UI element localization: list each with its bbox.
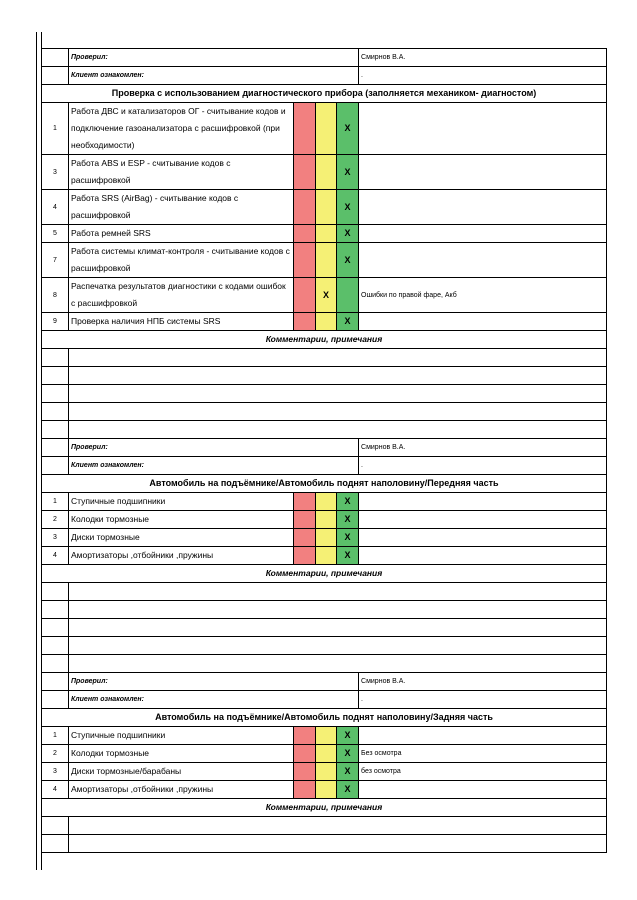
row-number: 3 bbox=[42, 763, 69, 781]
status-red-cell[interactable] bbox=[294, 493, 316, 511]
comment-text-cell[interactable] bbox=[69, 619, 607, 637]
comment-num-cell bbox=[42, 817, 69, 835]
comment-line[interactable] bbox=[42, 601, 607, 619]
comment-text-cell[interactable] bbox=[69, 637, 607, 655]
row-number: 4 bbox=[42, 781, 69, 799]
note-cell[interactable] bbox=[359, 547, 607, 565]
client-ack-row bbox=[42, 457, 607, 475]
check-row bbox=[42, 278, 607, 313]
check-row bbox=[42, 103, 607, 155]
comment-num-cell bbox=[42, 367, 69, 385]
note-cell[interactable] bbox=[359, 190, 607, 225]
comment-num-cell bbox=[42, 421, 69, 439]
status-yellow-cell[interactable] bbox=[316, 493, 337, 511]
check-item-text: Ступичные подшипники bbox=[69, 727, 294, 745]
status-green-cell[interactable]: X bbox=[337, 313, 359, 331]
row-number: 1 bbox=[42, 493, 69, 511]
check-item-text: Диски тормозные/барабаны bbox=[69, 763, 294, 781]
comment-line[interactable] bbox=[42, 403, 607, 421]
check-row bbox=[42, 313, 607, 331]
client-ack-row bbox=[42, 691, 607, 709]
row-number: 3 bbox=[42, 155, 69, 190]
status-yellow-cell[interactable] bbox=[316, 190, 337, 225]
comment-num-cell bbox=[42, 655, 69, 673]
check-row bbox=[42, 781, 607, 799]
check-row bbox=[42, 243, 607, 278]
status-yellow-cell[interactable] bbox=[316, 511, 337, 529]
client-ack-num-cell bbox=[42, 457, 69, 475]
status-yellow-cell[interactable] bbox=[316, 781, 337, 799]
comment-text-cell[interactable] bbox=[69, 367, 607, 385]
comment-num-cell bbox=[42, 403, 69, 421]
status-green-cell[interactable]: X bbox=[337, 529, 359, 547]
comment-num-cell bbox=[42, 349, 69, 367]
client-ack-row bbox=[42, 67, 607, 85]
check-item-text: Амортизаторы ,отбойники ,пружины bbox=[69, 781, 294, 799]
note-cell[interactable]: Без осмотра bbox=[359, 745, 607, 763]
row-number: 7 bbox=[42, 243, 69, 278]
section-title: Проверка с использованием диагностического прибора (заполняется механиком- диагностом) bbox=[42, 85, 607, 103]
comment-num-cell bbox=[42, 619, 69, 637]
status-red-cell[interactable] bbox=[294, 225, 316, 243]
comment-line[interactable] bbox=[42, 367, 607, 385]
inspection-sheet bbox=[41, 48, 606, 853]
client-ack-label: Клиент ознакомлен: bbox=[69, 457, 359, 475]
status-red-cell[interactable] bbox=[294, 511, 316, 529]
status-green-cell[interactable]: X bbox=[337, 781, 359, 799]
status-red-cell[interactable] bbox=[294, 313, 316, 331]
client-ack-num-cell bbox=[42, 67, 69, 85]
inspection-table bbox=[41, 48, 607, 853]
section-title: Автомобиль на подъёмнике/Автомобиль поднят наполовину/Задняя часть bbox=[42, 709, 607, 727]
status-yellow-cell[interactable] bbox=[316, 745, 337, 763]
check-row bbox=[42, 727, 607, 745]
status-green-cell[interactable]: X bbox=[337, 763, 359, 781]
status-green-cell[interactable]: X bbox=[337, 155, 359, 190]
comments-header: Комментарии, примечания bbox=[42, 565, 607, 583]
check-row bbox=[42, 493, 607, 511]
comment-num-cell bbox=[42, 637, 69, 655]
checked-by-num-cell bbox=[42, 673, 69, 691]
comment-line[interactable] bbox=[42, 421, 607, 439]
comment-text-cell[interactable] bbox=[69, 601, 607, 619]
row-number: 2 bbox=[42, 511, 69, 529]
check-item-text: Проверка наличия НПБ системы SRS bbox=[69, 313, 294, 331]
status-yellow-cell[interactable] bbox=[316, 529, 337, 547]
check-row bbox=[42, 190, 607, 225]
checked-by-label: Проверил: bbox=[69, 49, 359, 67]
check-row bbox=[42, 511, 607, 529]
note-cell[interactable] bbox=[359, 493, 607, 511]
note-cell[interactable] bbox=[359, 225, 607, 243]
comment-num-cell bbox=[42, 583, 69, 601]
status-red-cell[interactable] bbox=[294, 278, 316, 313]
checked-by-num-cell bbox=[42, 49, 69, 67]
status-yellow-cell[interactable] bbox=[316, 103, 337, 155]
comment-text-cell[interactable] bbox=[69, 655, 607, 673]
comment-num-cell bbox=[42, 385, 69, 403]
status-red-cell[interactable] bbox=[294, 727, 316, 745]
comment-text-cell[interactable] bbox=[69, 403, 607, 421]
client-ack-num-cell bbox=[42, 691, 69, 709]
comment-line[interactable] bbox=[42, 385, 607, 403]
note-cell[interactable] bbox=[359, 155, 607, 190]
left-margin-line bbox=[36, 32, 37, 870]
row-number: 5 bbox=[42, 225, 69, 243]
comment-line[interactable] bbox=[42, 619, 607, 637]
row-number: 4 bbox=[42, 190, 69, 225]
note-cell[interactable]: Ошибки по правой фаре, Акб bbox=[359, 278, 607, 313]
comment-text-cell[interactable] bbox=[69, 817, 607, 835]
note-cell[interactable] bbox=[359, 313, 607, 331]
comment-num-cell bbox=[42, 835, 69, 853]
comment-text-cell[interactable] bbox=[69, 421, 607, 439]
row-number: 8 bbox=[42, 278, 69, 313]
client-ack-value[interactable]: . bbox=[359, 457, 607, 475]
status-yellow-cell[interactable] bbox=[316, 313, 337, 331]
checked-by-label: Проверил: bbox=[69, 439, 359, 457]
check-item-text: Распечатка результатов диагностики с кодами ошибок с расшифровкой bbox=[69, 278, 294, 313]
row-number: 3 bbox=[42, 529, 69, 547]
check-item-text: Колодки тормозные bbox=[69, 745, 294, 763]
comment-num-cell bbox=[42, 601, 69, 619]
row-number: 1 bbox=[42, 103, 69, 155]
comment-line[interactable] bbox=[42, 817, 607, 835]
comment-text-cell[interactable] bbox=[69, 835, 607, 853]
status-green-cell[interactable]: X bbox=[337, 493, 359, 511]
section-title-row bbox=[42, 85, 607, 103]
check-item-text: Работа ABS и ESP - считывание кодов с расшифровкой bbox=[69, 155, 294, 190]
status-yellow-cell[interactable]: X bbox=[316, 278, 337, 313]
status-red-cell[interactable] bbox=[294, 781, 316, 799]
status-green-cell[interactable]: X bbox=[337, 511, 359, 529]
section-title-row bbox=[42, 475, 607, 493]
comments-header: Комментарии, примечания bbox=[42, 331, 607, 349]
comments-header-row bbox=[42, 331, 607, 349]
checked-by-num-cell bbox=[42, 439, 69, 457]
row-number: 4 bbox=[42, 547, 69, 565]
checked-by-label: Проверил: bbox=[69, 673, 359, 691]
check-item-text: Работа ДВС и катализаторов ОГ - считывание кодов и подключение газоанализатора с расшифровкой (при необходимости) bbox=[69, 103, 294, 155]
client-ack-value[interactable]: . bbox=[359, 67, 607, 85]
section-title-row bbox=[42, 709, 607, 727]
comment-text-cell[interactable] bbox=[69, 349, 607, 367]
check-item-text: Работа SRS (AirBag) - считывание кодов с расшифровкой bbox=[69, 190, 294, 225]
status-yellow-cell[interactable] bbox=[316, 225, 337, 243]
status-yellow-cell[interactable] bbox=[316, 155, 337, 190]
note-cell[interactable] bbox=[359, 529, 607, 547]
check-row bbox=[42, 745, 607, 763]
status-green-cell[interactable]: X bbox=[337, 103, 359, 155]
check-item-text: Работа системы климат-контроля - считывание кодов с расшифровкой bbox=[69, 243, 294, 278]
client-ack-value[interactable]: . bbox=[359, 691, 607, 709]
note-cell[interactable] bbox=[359, 781, 607, 799]
status-yellow-cell[interactable] bbox=[316, 243, 337, 278]
status-yellow-cell[interactable] bbox=[316, 763, 337, 781]
status-green-cell[interactable]: X bbox=[337, 190, 359, 225]
comments-header: Комментарии, примечания bbox=[42, 799, 607, 817]
note-cell[interactable]: без осмотра bbox=[359, 763, 607, 781]
status-red-cell[interactable] bbox=[294, 103, 316, 155]
status-green-cell[interactable]: X bbox=[337, 225, 359, 243]
note-cell[interactable] bbox=[359, 511, 607, 529]
checked-by-row bbox=[42, 49, 607, 67]
note-cell[interactable] bbox=[359, 727, 607, 745]
checked-by-row bbox=[42, 673, 607, 691]
checked-by-value[interactable]: Смирнов В.А. bbox=[359, 49, 607, 67]
checked-by-value[interactable]: Смирнов В.А. bbox=[359, 439, 607, 457]
row-number: 2 bbox=[42, 745, 69, 763]
note-cell[interactable] bbox=[359, 103, 607, 155]
status-red-cell[interactable] bbox=[294, 745, 316, 763]
status-green-cell[interactable]: X bbox=[337, 745, 359, 763]
checked-by-value[interactable]: Смирнов В.А. bbox=[359, 673, 607, 691]
comment-text-cell[interactable] bbox=[69, 385, 607, 403]
status-red-cell[interactable] bbox=[294, 547, 316, 565]
status-red-cell[interactable] bbox=[294, 763, 316, 781]
note-cell[interactable] bbox=[359, 243, 607, 278]
checked-by-row bbox=[42, 439, 607, 457]
status-yellow-cell[interactable] bbox=[316, 547, 337, 565]
status-red-cell[interactable] bbox=[294, 190, 316, 225]
check-item-text: Колодки тормозные bbox=[69, 511, 294, 529]
check-item-text: Ступичные подшипники bbox=[69, 493, 294, 511]
check-item-text: Работа ремней SRS bbox=[69, 225, 294, 243]
row-number: 1 bbox=[42, 727, 69, 745]
section-title: Автомобиль на подъёмнике/Автомобиль поднят наполовину/Передняя часть bbox=[42, 475, 607, 493]
status-red-cell[interactable] bbox=[294, 529, 316, 547]
client-ack-label: Клиент ознакомлен: bbox=[69, 691, 359, 709]
comment-line[interactable] bbox=[42, 583, 607, 601]
status-green-cell[interactable]: X bbox=[337, 547, 359, 565]
comment-line[interactable] bbox=[42, 835, 607, 853]
status-yellow-cell[interactable] bbox=[316, 727, 337, 745]
client-ack-label: Клиент ознакомлен: bbox=[69, 67, 359, 85]
comments-header-row bbox=[42, 565, 607, 583]
status-green-cell[interactable] bbox=[337, 278, 359, 313]
comment-line[interactable] bbox=[42, 349, 607, 367]
check-row bbox=[42, 155, 607, 190]
status-green-cell[interactable]: X bbox=[337, 727, 359, 745]
check-item-text: Диски тормозные bbox=[69, 529, 294, 547]
comment-line[interactable] bbox=[42, 637, 607, 655]
check-row bbox=[42, 763, 607, 781]
check-row bbox=[42, 529, 607, 547]
check-row bbox=[42, 547, 607, 565]
row-number: 9 bbox=[42, 313, 69, 331]
comments-header-row bbox=[42, 799, 607, 817]
check-row bbox=[42, 225, 607, 243]
check-item-text: Амортизаторы ,отбойники ,пружины bbox=[69, 547, 294, 565]
status-red-cell[interactable] bbox=[294, 155, 316, 190]
status-green-cell[interactable]: X bbox=[337, 243, 359, 278]
comment-line[interactable] bbox=[42, 655, 607, 673]
status-red-cell[interactable] bbox=[294, 243, 316, 278]
comment-text-cell[interactable] bbox=[69, 583, 607, 601]
